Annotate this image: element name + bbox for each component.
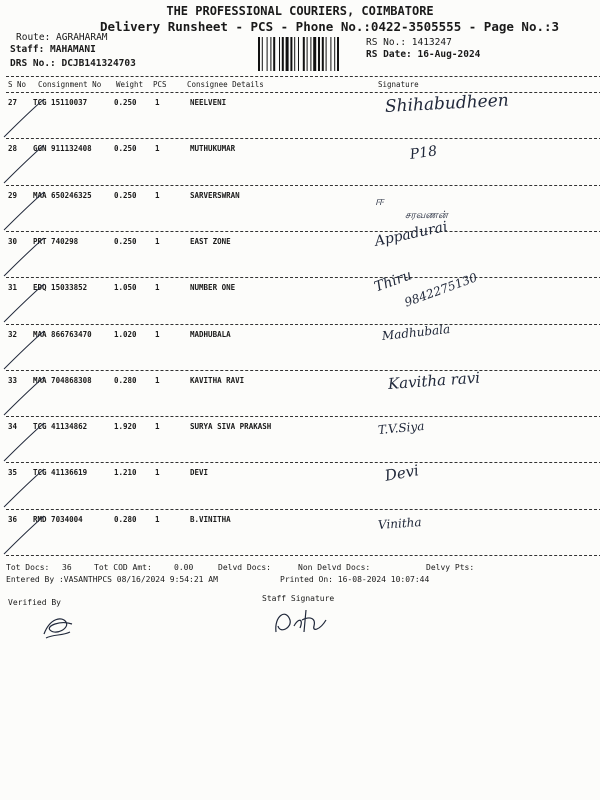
delvd-docs-label: Delvd Docs: — [218, 563, 271, 572]
pen-tick-mark — [2, 371, 46, 417]
row-consignee: B.VINITHA — [190, 514, 231, 524]
row-consignee: SURYA SIVA PRAKASH — [190, 422, 272, 432]
row-sno: 30 — [8, 236, 18, 246]
row-pcs: 1 — [155, 375, 160, 385]
pen-tick-mark — [2, 232, 46, 278]
header-rule-top — [6, 76, 600, 77]
runsheet-title: Delivery Runsheet - PCS - Phone No.:0422-3505555 - Page No.:3 — [100, 19, 560, 34]
tot-cod-label: Tot COD Amt: — [94, 563, 152, 572]
row-weight: 1.210 — [114, 468, 137, 478]
row-sno: 33 — [8, 375, 18, 385]
row-consignee: KAVITHA RAVI — [190, 375, 245, 385]
pen-tick-mark — [2, 139, 46, 185]
row-weight: 1.050 — [114, 283, 137, 293]
row-pcs: 1 — [155, 329, 160, 339]
row-consignment: TCG 15110037 — [33, 98, 88, 107]
row-pcs: 1 — [155, 190, 160, 200]
staff-signature-mark — [270, 600, 350, 640]
row-weight: 1.020 — [114, 329, 137, 339]
row-consignee: MUTHUKUMAR — [190, 144, 236, 154]
table-row — [0, 510, 600, 556]
pen-tick-mark — [2, 278, 46, 324]
route-label: Route: AGRAHARAM — [16, 32, 108, 43]
col-signature: Signature — [378, 80, 419, 89]
row-weight: 0.280 — [114, 375, 137, 385]
handwritten-signature: Kavitha ravi — [387, 368, 481, 393]
tot-cod-value: 0.00 — [174, 563, 194, 572]
row-pcs: 1 — [155, 283, 160, 293]
row-consignment: TCG 41134862 — [33, 422, 88, 432]
row-consignment: EDQ 15033852 — [33, 283, 88, 293]
row-weight: 0.250 — [114, 236, 137, 246]
row-consignment: PRT 740298 — [33, 236, 79, 246]
entered-by: Entered By :VASANTHPCS 08/16/2024 9:54:21 AM — [6, 575, 218, 584]
row-sno: 34 — [8, 422, 18, 432]
row-consignment: MAA 650246325 — [33, 190, 92, 200]
table-row — [0, 463, 600, 509]
handwritten-signature: Devi — [383, 461, 421, 486]
row-consignee: DEVI — [190, 468, 209, 478]
table-row — [0, 321, 600, 371]
table-row — [0, 139, 600, 185]
row-consignment: RMD 7034004 — [33, 514, 83, 524]
pen-tick-mark — [2, 463, 46, 509]
table-row — [0, 218, 600, 278]
row-consignment: MAA 704868308 — [33, 375, 92, 385]
verified-by-label: Verified By — [8, 598, 61, 607]
handwritten-signature: 9842275130 — [402, 270, 480, 310]
handwritten-signature: Madhubala — [381, 321, 451, 343]
row-sno: 35 — [8, 468, 18, 478]
row-weight: 0.250 — [114, 190, 137, 200]
column-header-row — [0, 80, 600, 92]
non-delvd-docs-label: Non Delvd Docs: — [298, 563, 371, 572]
handwritten-signature: Vinitha — [377, 514, 422, 532]
col-weight: Weight — [116, 80, 144, 89]
row-pcs: 1 — [155, 236, 160, 246]
rs-date: RS Date: 16-Aug-2024 — [366, 49, 481, 60]
row-consignee: NEELVENI — [190, 98, 227, 107]
row-sno: 28 — [8, 144, 18, 154]
printed-on: Printed On: 16-08-2024 10:07:44 — [280, 575, 430, 584]
table-row — [0, 368, 600, 417]
pen-tick-mark — [2, 510, 46, 556]
handwritten-signature: Appadurai — [373, 218, 449, 250]
row-consignee: NUMBER ONE — [190, 283, 236, 293]
row-pcs: 1 — [155, 514, 160, 524]
row-weight: 0.280 — [114, 514, 137, 524]
pen-tick-mark — [2, 186, 46, 232]
row-consignee: EAST ZONE — [190, 236, 231, 246]
handwritten-signature: Shihabudheen — [384, 90, 510, 117]
row-sno: 36 — [8, 514, 18, 524]
handwritten-signature: Thiru — [372, 267, 414, 296]
pen-tick-mark — [2, 93, 46, 139]
row-pcs: 1 — [155, 422, 160, 432]
row-weight: 0.250 — [114, 144, 137, 154]
handwritten-signature: P18 — [408, 143, 439, 164]
row-consignment: MAA 866763470 — [33, 329, 92, 339]
col-pcs: PCS — [153, 80, 167, 89]
row-pcs: 1 — [155, 144, 160, 154]
col-sno: S No — [8, 80, 27, 89]
row-consignment: GGN 911132408 — [33, 144, 92, 154]
tot-docs-value: 36 — [62, 563, 72, 572]
row-weight: 0.250 — [114, 98, 137, 107]
table-row — [0, 267, 600, 324]
row-pcs: 1 — [155, 468, 160, 478]
row-weight: 1.920 — [114, 422, 137, 432]
row-divider — [6, 555, 600, 556]
pen-tick-mark — [2, 417, 46, 463]
row-sno: 32 — [8, 329, 18, 339]
row-sno: 27 — [8, 98, 18, 107]
handwritten-signature: ஈ — [375, 193, 384, 208]
handwritten-signature: சரவணன் — [405, 209, 448, 221]
row-consignee: SARVERSWRAN — [190, 190, 240, 200]
row-consignee: MADHUBALA — [190, 329, 231, 339]
table-row — [0, 90, 600, 139]
handwritten-signature: T.V.Siya — [377, 419, 425, 438]
row-pcs: 1 — [155, 98, 160, 107]
rs-number: RS No.: 1413247 — [366, 37, 452, 48]
table-row — [0, 186, 600, 232]
staff-signature-label: Staff Signature — [262, 594, 335, 603]
staff-label: Staff: MAHAMANI — [10, 44, 96, 55]
row-sno: 29 — [8, 190, 18, 200]
company-title: THE PROFESSIONAL COURIERS, COIMBATORE — [166, 4, 434, 18]
delvy-pts-label: Delvy Pts: — [426, 563, 475, 572]
tot-docs-label: Tot Docs: — [6, 563, 50, 572]
row-sno: 31 — [8, 283, 18, 293]
row-consignment: TCG 41136619 — [33, 468, 88, 478]
verified-by-signature — [40, 612, 76, 640]
pen-tick-mark — [2, 325, 46, 371]
table-row — [0, 417, 600, 463]
col-consignment: Consignment No — [38, 80, 102, 89]
col-consignee: Consignee Details — [187, 80, 264, 89]
drs-number: DRS No.: DCJB141324703 — [10, 58, 136, 69]
barcode-image — [258, 37, 360, 71]
